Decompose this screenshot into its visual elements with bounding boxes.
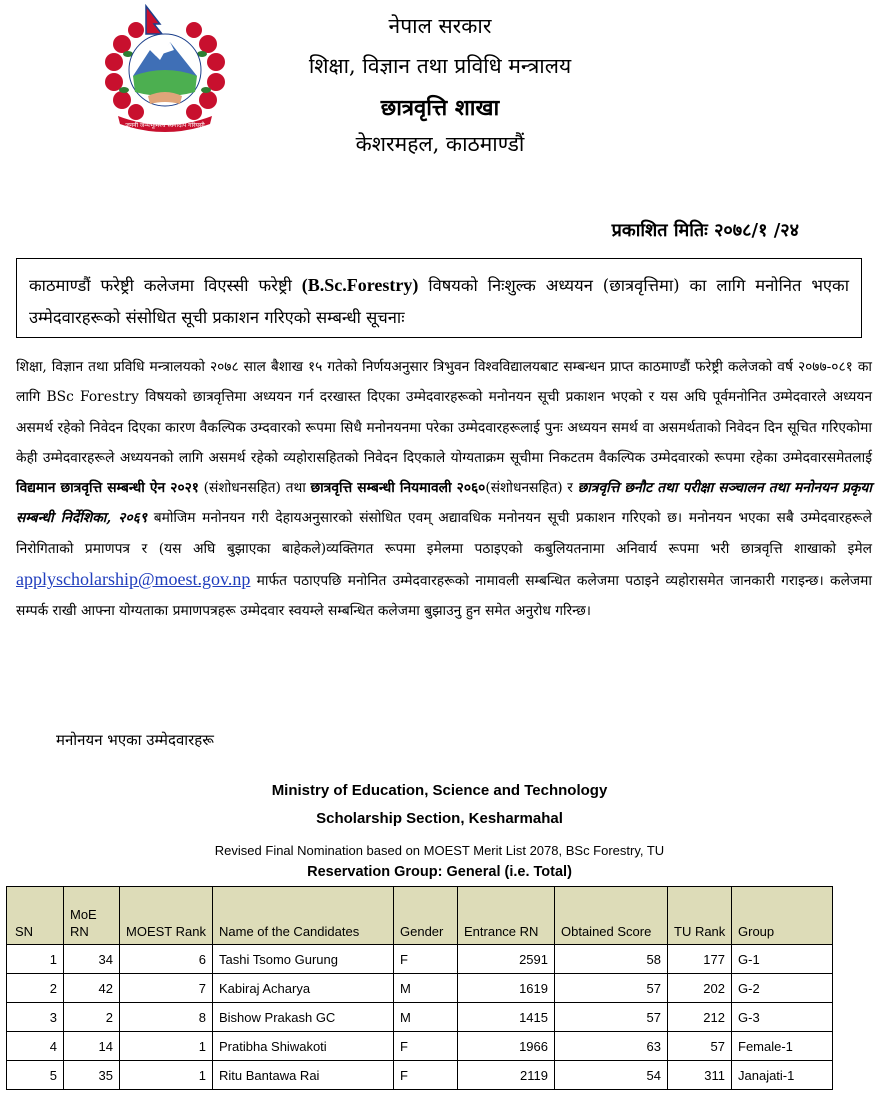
body-regulation: छात्रवृत्ति सम्बन्धी नियमावली २०६०: [310, 480, 486, 497]
subject-bold: (B.Sc.Forestry): [301, 275, 419, 295]
cell-moest-rank: 7: [120, 974, 213, 1003]
cell-gender: F: [394, 1061, 458, 1090]
cell-score: 57: [555, 1003, 668, 1032]
email-link[interactable]: applyscholarship@moest.gov.np: [16, 569, 251, 590]
header-group: Group: [732, 887, 833, 945]
cell-name: Tashi Tsomo Gurung: [213, 945, 394, 974]
cell-sn: 4: [7, 1032, 64, 1061]
cell-moe-rn: 2: [64, 1003, 120, 1032]
cell-entrance-rn: 1415: [458, 1003, 555, 1032]
header-government: नेपाल सरकार: [388, 14, 492, 38]
header-obtained-score: Obtained Score: [555, 887, 668, 945]
cell-group: G-1: [732, 945, 833, 974]
english-list-title: Revised Final Nomination based on MOEST Merit List 2078, BSc Forestry, TU: [214, 843, 665, 858]
cell-tu-rank: 202: [668, 974, 732, 1003]
cell-sn: 3: [7, 1003, 64, 1032]
cell-score: 57: [555, 974, 668, 1003]
cell-moe-rn: 42: [64, 974, 120, 1003]
header-moe-rn: [64, 887, 120, 945]
english-section: Scholarship Section, Kesharmahal: [316, 810, 563, 827]
table-row: [7, 1003, 833, 1032]
cell-sn: 2: [7, 974, 64, 1003]
header-tu-rank: TU Rank: [668, 887, 732, 945]
subject-part-2: विषयको निःशुल्क अध्ययन (छात्रवृत्तिमा) का लागि मनोनित भएका उम्मेदवारहरूको संसोधित सूची प्रकाशन गरिएको सम्बन्धी सूचनाः: [29, 276, 850, 327]
body-part-4: बमोजिम मनोनयन गरी देहायअनुसारको संसोधित एवम् अद्यावधिक मनोनयन सूची प्रकाशन गरिएको छ। मनोनयन भएका सबै उम्मेदवारहरूले निरोगिताको प्रमाणपत्र र (यस अघि बुझाएका बाहेकले)व्यक्तिगत रूपमा इमेलमा पठाइएको कबुलियतनामा अनिवार्य रूपमा भरी छात्रवृत्ति शाखाको इमेल: [16, 510, 873, 557]
cell-group: Female-1: [732, 1032, 833, 1061]
cell-moest-rank: 1: [120, 1032, 213, 1061]
body-part-5: मार्फत पठाएपछि मनोनित उम्मेदवारहरूको नामावली सम्बन्धित कलेजमा पठाइने व्यहोरासमेत जानकारी गराइन्छ। कलेजमा सम्पर्क राखी आफ्ना योग्यताका प्रमाणपत्रहरू उम्मेदवार स्वयम्ले सम्बन्धित कलेजमा बुझाउनु हुन समेत अनुरोध गरिन्छ।: [16, 573, 872, 620]
header-gender: Gender: [394, 887, 458, 945]
cell-tu-rank: 311: [668, 1061, 732, 1090]
body-directive: छात्रवृत्ति छनौट तथा परीक्षा सञ्चालन तथा मनोनयन प्रकृया सम्बन्धी निर्देशिका, २०६९: [16, 480, 872, 527]
cell-tu-rank: 177: [668, 945, 732, 974]
notice-subject: [16, 258, 862, 338]
english-ministry: Ministry of Education, Science and Technology: [271, 782, 608, 799]
cell-name: Bishow Prakash GC: [213, 1003, 394, 1032]
cell-sn: 5: [7, 1061, 64, 1090]
published-date: प्रकाशित मितिः २०७८/१ /२४: [611, 220, 799, 241]
cell-name: Pratibha Shiwakoti: [213, 1032, 394, 1061]
header-name: Name of the Candidates: [213, 887, 394, 945]
cell-moe-rn: 35: [64, 1061, 120, 1090]
cell-tu-rank: 57: [668, 1032, 732, 1061]
header-ministry: शिक्षा, विज्ञान तथा प्रविधि मन्त्रालय: [308, 54, 572, 78]
cell-group: Janajati-1: [732, 1061, 833, 1090]
cell-moest-rank: 6: [120, 945, 213, 974]
cell-entrance-rn: 2591: [458, 945, 555, 974]
table-row: [7, 1061, 833, 1090]
cell-entrance-rn: 2119: [458, 1061, 555, 1090]
body-part-2: (संशोधनसहित) तथा: [198, 480, 311, 497]
header-entrance-rn: Entrance RN: [458, 887, 555, 945]
body-part-3: (संशोधनसहित) र: [485, 480, 578, 497]
cell-group: G-2: [732, 974, 833, 1003]
cell-gender: F: [394, 945, 458, 974]
government-emblem: [100, 4, 230, 132]
table-row: [7, 974, 833, 1003]
table-row: [7, 945, 833, 974]
table-row: [7, 1032, 833, 1061]
cell-group: G-3: [732, 1003, 833, 1032]
header-address: केशरमहल, काठमाण्डौं: [355, 132, 525, 156]
reservation-group: Reservation Group: General (i.e. Total): [307, 864, 572, 880]
nominated-label: मनोनयन भएका उम्मेदवारहरू: [56, 731, 214, 749]
cell-gender: M: [394, 974, 458, 1003]
cell-score: 54: [555, 1061, 668, 1090]
header-sn: SN: [7, 887, 64, 945]
cell-tu-rank: 212: [668, 1003, 732, 1032]
cell-entrance-rn: 1966: [458, 1032, 555, 1061]
cell-moest-rank: 8: [120, 1003, 213, 1032]
notice-body: [16, 352, 872, 627]
cell-moe-rn: 14: [64, 1032, 120, 1061]
subject-part-1: काठमाण्डौं फरेष्ट्री कलेजमा विएस्सी फरेष्ट्री: [29, 276, 302, 295]
emblem-motto: जननी जन्मभूमिश्च स्वर्गादपि गरियसी: [125, 122, 205, 129]
cell-score: 58: [555, 945, 668, 974]
header-moest-rank: MOEST Rank: [120, 887, 213, 945]
candidates-table: [6, 886, 833, 1090]
cell-name: Ritu Bantawa Rai: [213, 1061, 394, 1090]
cell-gender: M: [394, 1003, 458, 1032]
cell-name: Kabiraj Acharya: [213, 974, 394, 1003]
cell-score: 63: [555, 1032, 668, 1061]
body-act: विद्यमान छात्रवृत्ति सम्बन्धी ऐन २०२१: [16, 480, 199, 497]
cell-sn: 1: [7, 945, 64, 974]
header-moe-rn-text: MoE RN: [70, 907, 97, 939]
table-header-row: [7, 887, 833, 945]
header-section: छात्रवृत्ति शाखा: [380, 95, 500, 121]
cell-moest-rank: 1: [120, 1061, 213, 1090]
cell-entrance-rn: 1619: [458, 974, 555, 1003]
cell-gender: F: [394, 1032, 458, 1061]
body-part-1: शिक्षा, विज्ञान तथा प्रविधि मन्त्रालयको २०७८ साल बैशाख १५ गतेको निर्णयअनुसार त्रिभुवन विश्वविद्यालयबाट सम्बन्धन प्राप्त काठमाण्डौं फरेष्ट्री कलेजको वर्ष २०७७-०८१ का लागि BSc Forestry विषयको छात्रवृत्तिमा अध्ययन गर्न दरखास्त दिएका उम्मेदवारहरूको मनोनयन सूची प्रकाशन भएको र यस अघि पूर्वमनोनित उम्मेदवारले अध्ययन असमर्थ रहेको निवेदन दिएका कारण वैकल्पिक उम्दवारको रूपमा सिधै मनोनयनमा परेका उम्मेदवारहरूलाई पुनः अध्ययन समर्थ वा असमर्थताको निवेदन दिन सूचित गरिएकोमा केही उम्मेदवारहरूले अध्ययनको लागि असमर्थ रहेको व्यहोरासहितको निवेदन दिएकाले योग्यताक्रम सूचीमा निकटतम वैकल्पिक उम्मेदवारको रूपमा रहेका उम्मेदवारसमेतलाई: [16, 359, 872, 466]
cell-moe-rn: 34: [64, 945, 120, 974]
